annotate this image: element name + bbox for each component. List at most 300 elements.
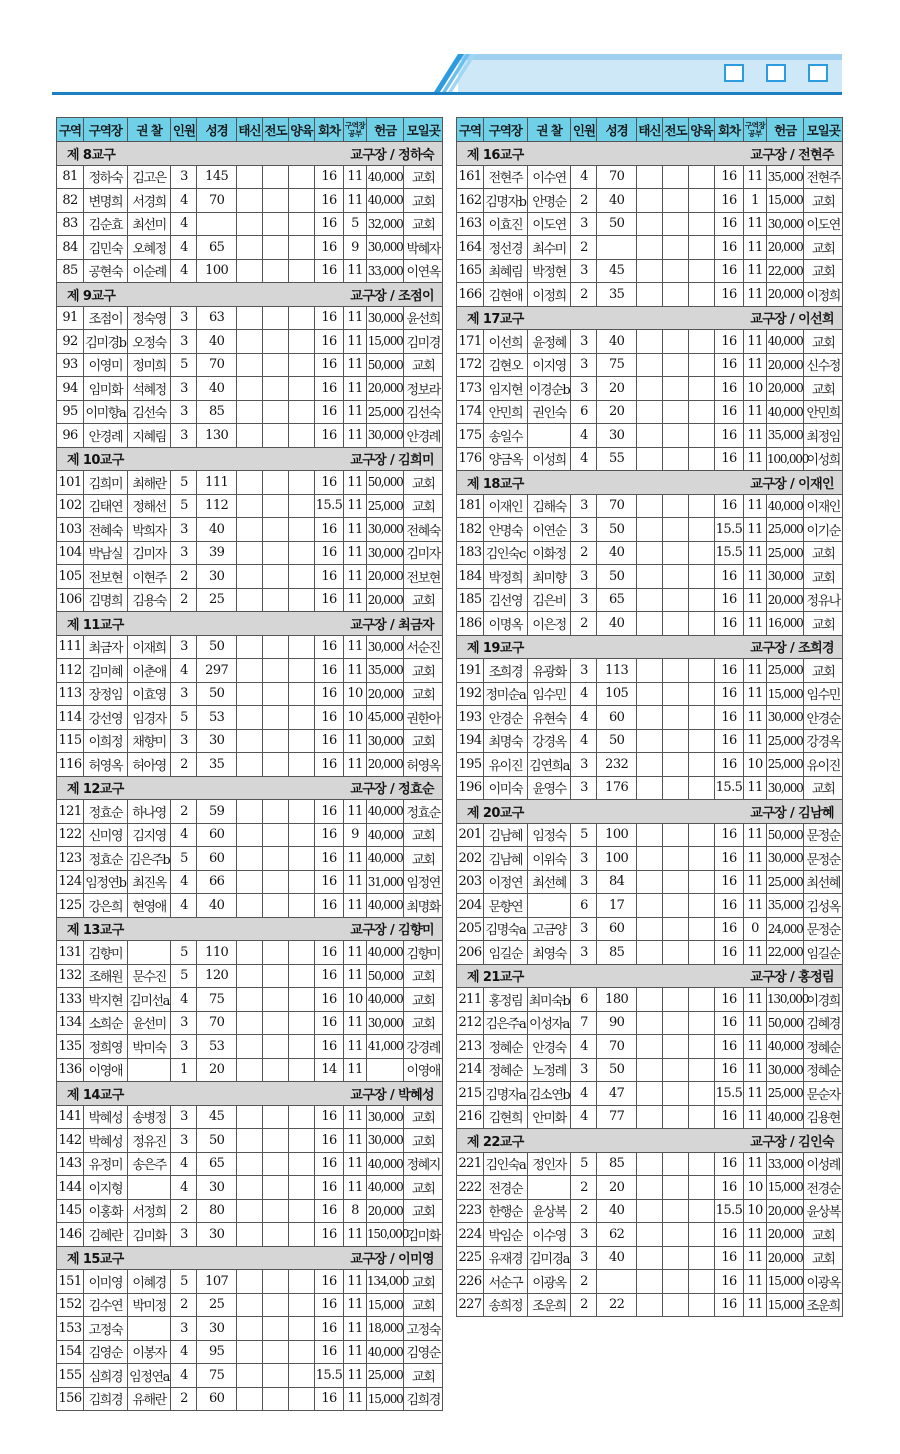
table-cell: 3 xyxy=(571,518,597,542)
table-cell: 교회 xyxy=(404,353,443,377)
table-cell: 11 xyxy=(744,330,767,354)
table-cell xyxy=(636,1246,662,1270)
table-cell xyxy=(636,189,662,213)
table-cell: 16 xyxy=(714,988,743,1012)
table-cell xyxy=(236,189,262,213)
table-row xyxy=(457,565,843,589)
table-cell: 16 xyxy=(714,494,743,518)
table-cell: 김은비 xyxy=(527,588,571,612)
table-row xyxy=(457,729,843,753)
table-cell: 교회 xyxy=(404,1176,443,1200)
table-cell: 김희경 xyxy=(404,1387,443,1411)
table-cell: 11 xyxy=(744,659,767,683)
table-cell xyxy=(662,1011,688,1035)
table-cell xyxy=(688,283,714,307)
table-cell: 문정순 xyxy=(804,823,843,847)
table-cell: 30,000 xyxy=(766,776,803,800)
table-cell: 16 xyxy=(314,1340,343,1364)
table-cell: 101 xyxy=(57,471,84,495)
table-cell: 50 xyxy=(197,682,237,706)
table-cell xyxy=(236,1129,262,1153)
table-cell xyxy=(288,1317,314,1341)
table-cell: 136 xyxy=(57,1058,84,1082)
table-cell: 8 xyxy=(344,1199,367,1223)
table-cell xyxy=(236,1270,262,1294)
column-header: 양육 xyxy=(688,118,714,142)
column-header: 모일곳 xyxy=(404,118,443,142)
table-cell: 144 xyxy=(57,1176,84,1200)
table-cell xyxy=(636,1011,662,1035)
table-cell: 11 xyxy=(744,1082,767,1106)
table-cell: 193 xyxy=(457,706,484,730)
table-cell: 16 xyxy=(714,565,743,589)
table-row xyxy=(457,377,843,401)
table-cell: 50,000 xyxy=(366,471,403,495)
table-row xyxy=(457,330,843,354)
district-header xyxy=(57,776,443,800)
table-cell xyxy=(636,1105,662,1129)
table-cell xyxy=(636,753,662,777)
table-cell xyxy=(262,565,288,589)
table-cell: 16 xyxy=(314,1105,343,1129)
table-cell: 윤상복 xyxy=(527,1199,571,1223)
district-header xyxy=(57,612,443,636)
table-cell: 14 xyxy=(314,1058,343,1082)
table-cell: 133 xyxy=(57,988,84,1012)
column-header: 양육 xyxy=(288,118,314,142)
table-cell xyxy=(636,494,662,518)
table-cell: 211 xyxy=(457,988,484,1012)
table-cell: 11 xyxy=(344,1270,367,1294)
table-cell: 김선숙 xyxy=(404,400,443,424)
table-cell xyxy=(688,917,714,941)
table-cell: 임경자 xyxy=(127,706,171,730)
table-cell: 3 xyxy=(171,330,197,354)
table-cell: 교회 xyxy=(404,165,443,189)
table-cell: 11 xyxy=(744,776,767,800)
table-cell: 문수진 xyxy=(127,964,171,988)
district-title: 제 20교구 xyxy=(467,805,524,821)
table-cell: 16 xyxy=(314,1011,343,1035)
table-cell: 40 xyxy=(597,330,637,354)
table-cell: 송희정 xyxy=(484,1293,528,1317)
table-cell: 15,000 xyxy=(766,189,803,213)
table-cell: 16 xyxy=(314,1129,343,1153)
table-cell: 이수영 xyxy=(527,1223,571,1247)
table-cell: 16 xyxy=(314,165,343,189)
table-cell: 35,000 xyxy=(366,659,403,683)
table-cell xyxy=(662,847,688,871)
table-cell: 100 xyxy=(597,823,637,847)
table-cell xyxy=(262,1199,288,1223)
table-cell: 40,000 xyxy=(366,847,403,871)
table-cell: 교회 xyxy=(404,471,443,495)
table-row xyxy=(57,259,443,283)
table-cell: 16 xyxy=(314,706,343,730)
table-cell xyxy=(236,377,262,401)
table-cell: 16 xyxy=(314,1223,343,1247)
table-cell: 180 xyxy=(597,988,637,1012)
table-cell: 3 xyxy=(571,259,597,283)
table-cell: 40,000 xyxy=(766,400,803,424)
table-cell: 50 xyxy=(597,1058,637,1082)
table-cell: 김남혜 xyxy=(484,823,528,847)
table-cell xyxy=(262,1270,288,1294)
table-cell: 63 xyxy=(197,306,237,330)
table-cell: 최정임 xyxy=(804,424,843,448)
table-cell: 103 xyxy=(57,518,84,542)
table-cell: 175 xyxy=(457,424,484,448)
table-cell: 20,000 xyxy=(366,588,403,612)
table-row xyxy=(57,1340,443,1364)
table-row xyxy=(57,165,443,189)
table-cell: 16 xyxy=(314,1152,343,1176)
table-cell: 11 xyxy=(344,424,367,448)
table-cell: 이효영 xyxy=(127,682,171,706)
table-cell xyxy=(262,1387,288,1411)
table-cell: 70 xyxy=(197,189,237,213)
table-cell: 4 xyxy=(171,212,197,236)
left-table-column xyxy=(56,117,443,1411)
table-cell xyxy=(288,1387,314,1411)
table-cell: 16 xyxy=(314,941,343,965)
table-cell xyxy=(288,682,314,706)
table-cell: 11 xyxy=(744,941,767,965)
table-row xyxy=(457,400,843,424)
table-cell: 11 xyxy=(344,964,367,988)
column-header: 전도 xyxy=(662,118,688,142)
table-cell: 11 xyxy=(344,1058,367,1082)
table-cell: 김선영 xyxy=(484,588,528,612)
table-cell xyxy=(262,377,288,401)
table-cell: 15,000 xyxy=(366,1387,403,1411)
table-cell: 141 xyxy=(57,1105,84,1129)
district-header xyxy=(57,447,443,471)
table-cell xyxy=(662,1199,688,1223)
table-cell: 11 xyxy=(344,800,367,824)
table-cell xyxy=(636,823,662,847)
table-cell: 강경례 xyxy=(404,1035,443,1059)
table-cell: 11 xyxy=(744,823,767,847)
table-cell: 85 xyxy=(57,259,84,283)
table-cell: 59 xyxy=(197,800,237,824)
table-cell: 206 xyxy=(457,941,484,965)
table-cell: 전혜숙 xyxy=(404,518,443,542)
table-cell: 11 xyxy=(344,541,367,565)
table-cell: 허영옥 xyxy=(404,753,443,777)
table-cell: 5 xyxy=(344,212,367,236)
table-cell: 94 xyxy=(57,377,84,401)
table-cell: 교회 xyxy=(804,236,843,260)
table-cell: 100,000 xyxy=(766,447,803,471)
table-cell: 3 xyxy=(171,682,197,706)
table-cell: 40,000 xyxy=(766,1105,803,1129)
table-cell xyxy=(288,588,314,612)
table-cell: 11 xyxy=(744,353,767,377)
table-cell: 16 xyxy=(714,212,743,236)
table-cell xyxy=(662,870,688,894)
table-cell: 82 xyxy=(57,189,84,213)
table-cell: 30,000 xyxy=(366,635,403,659)
table-row xyxy=(457,1246,843,1270)
table-cell xyxy=(127,1176,171,1200)
table-cell xyxy=(262,635,288,659)
table-cell: 11 xyxy=(744,236,767,260)
table-cell xyxy=(688,847,714,871)
table-cell: 16 xyxy=(314,306,343,330)
table-cell: 11 xyxy=(744,259,767,283)
table-cell: 임정연a xyxy=(127,1364,171,1388)
table-cell xyxy=(262,1105,288,1129)
table-cell: 4 xyxy=(571,1035,597,1059)
table-cell: 3 xyxy=(171,306,197,330)
table-cell: 40 xyxy=(597,1246,637,1270)
table-cell xyxy=(597,1270,637,1294)
table-cell xyxy=(288,635,314,659)
table-cell: 107 xyxy=(197,1270,237,1294)
table-cell: 25,000 xyxy=(766,659,803,683)
table-cell: 5 xyxy=(171,706,197,730)
table-cell: 김혜란 xyxy=(84,1223,128,1247)
table-cell: 11 xyxy=(744,447,767,471)
table-cell xyxy=(236,1199,262,1223)
table-cell xyxy=(262,1035,288,1059)
table-cell: 105 xyxy=(57,565,84,589)
column-header: 헌금 xyxy=(766,118,803,142)
table-cell: 151 xyxy=(57,1270,84,1294)
table-cell: 최선미 xyxy=(127,212,171,236)
table-cell: 185 xyxy=(457,588,484,612)
table-cell xyxy=(288,518,314,542)
table-cell: 3 xyxy=(571,870,597,894)
table-cell: 15,000 xyxy=(766,682,803,706)
table-row xyxy=(457,1058,843,1082)
table-cell: 임정연b xyxy=(84,870,128,894)
table-cell: 20,000 xyxy=(366,565,403,589)
table-cell xyxy=(688,1293,714,1317)
table-cell xyxy=(662,706,688,730)
table-cell xyxy=(288,894,314,918)
column-header: 회차 xyxy=(314,118,343,142)
table-row xyxy=(457,353,843,377)
table-cell xyxy=(688,541,714,565)
table-cell: 25,000 xyxy=(366,1364,403,1388)
table-cell: 교회 xyxy=(404,588,443,612)
table-cell: 조해원 xyxy=(84,964,128,988)
table-cell xyxy=(688,1176,714,1200)
table-cell xyxy=(688,424,714,448)
table-cell: 124 xyxy=(57,870,84,894)
table-cell xyxy=(262,964,288,988)
table-cell: 16 xyxy=(714,236,743,260)
table-cell: 최선혜 xyxy=(527,870,571,894)
table-cell: 16 xyxy=(714,1246,743,1270)
table-cell xyxy=(662,659,688,683)
table-cell: 윤영수 xyxy=(527,776,571,800)
table-cell: 정숙영 xyxy=(127,306,171,330)
table-cell: 40,000 xyxy=(366,1176,403,1200)
table-cell: 40 xyxy=(197,894,237,918)
district-leader: 교구장 / 이미영 xyxy=(350,1252,434,1268)
table-cell: 30,000 xyxy=(766,212,803,236)
stripe-decoration-icon xyxy=(420,54,480,94)
district-header xyxy=(457,800,843,824)
table-cell: 40,000 xyxy=(366,894,403,918)
table-cell: 15.5 xyxy=(714,1199,743,1223)
header-rule xyxy=(52,92,842,95)
table-cell: 40,000 xyxy=(766,1035,803,1059)
table-cell xyxy=(636,682,662,706)
table-cell: 교회 xyxy=(804,612,843,636)
table-cell: 1 xyxy=(171,1058,197,1082)
table-cell: 95 xyxy=(57,400,84,424)
table-cell: 40 xyxy=(197,330,237,354)
table-cell xyxy=(288,941,314,965)
district-header-row xyxy=(457,1129,843,1153)
table-cell: 김현오 xyxy=(484,353,528,377)
table-row xyxy=(457,588,843,612)
table-cell: 전현주 xyxy=(484,165,528,189)
table-cell: 이춘애 xyxy=(127,659,171,683)
table-cell xyxy=(288,1105,314,1129)
table-cell: 45 xyxy=(597,259,637,283)
table-cell xyxy=(262,212,288,236)
table-cell: 16 xyxy=(314,212,343,236)
table-cell xyxy=(636,894,662,918)
table-cell: 9 xyxy=(344,236,367,260)
table-cell: 서정희 xyxy=(127,1199,171,1223)
table-cell xyxy=(636,353,662,377)
district-header-row xyxy=(57,917,443,941)
table-cell xyxy=(662,330,688,354)
table-cell: 최미숙b xyxy=(527,988,571,1012)
table-cell: 227 xyxy=(457,1293,484,1317)
table-cell: 40,000 xyxy=(366,988,403,1012)
table-cell: 30 xyxy=(197,1176,237,1200)
table-cell: 102 xyxy=(57,494,84,518)
table-cell: 김용현 xyxy=(804,1105,843,1129)
table-cell: 박미숙 xyxy=(127,1035,171,1059)
table-cell: 신미영 xyxy=(84,823,128,847)
table-cell: 이봉자 xyxy=(127,1340,171,1364)
table-row xyxy=(57,941,443,965)
table-cell: 30,000 xyxy=(366,1105,403,1129)
table-cell: 정하숙 xyxy=(84,165,128,189)
table-row xyxy=(457,1270,843,1294)
district-header xyxy=(57,283,443,307)
table-cell: 20,000 xyxy=(766,1246,803,1270)
table-cell: 3 xyxy=(571,1246,597,1270)
table-cell: 114 xyxy=(57,706,84,730)
table-cell: 교회 xyxy=(804,565,843,589)
table-cell xyxy=(688,1223,714,1247)
table-cell: 224 xyxy=(457,1223,484,1247)
table-cell: 60 xyxy=(597,917,637,941)
table-cell: 16 xyxy=(314,894,343,918)
table-cell xyxy=(236,753,262,777)
table-cell: 김태연 xyxy=(84,494,128,518)
table-cell xyxy=(636,1223,662,1247)
table-cell xyxy=(662,424,688,448)
table-cell: 50,000 xyxy=(766,823,803,847)
table-cell: 11 xyxy=(744,682,767,706)
table-cell: 4 xyxy=(171,236,197,260)
table-cell: 박미정 xyxy=(127,1293,171,1317)
table-cell: 40 xyxy=(197,518,237,542)
table-cell: 202 xyxy=(457,847,484,871)
table-cell: 김현희 xyxy=(484,1105,528,1129)
table-cell: 201 xyxy=(457,823,484,847)
table-cell xyxy=(236,729,262,753)
table-cell: 33,000 xyxy=(366,259,403,283)
table-cell: 66 xyxy=(197,870,237,894)
table-cell xyxy=(236,1105,262,1129)
table-row xyxy=(457,988,843,1012)
table-cell: 김용숙 xyxy=(127,588,171,612)
table-row xyxy=(57,894,443,918)
table-cell: 184 xyxy=(457,565,484,589)
table-row xyxy=(457,682,843,706)
table-cell: 80 xyxy=(197,1199,237,1223)
table-cell: 176 xyxy=(457,447,484,471)
table-cell: 전혜숙 xyxy=(84,518,128,542)
district-header xyxy=(57,917,443,941)
table-cell: 16 xyxy=(314,189,343,213)
table-cell: 16,000 xyxy=(766,612,803,636)
district-leader: 교구장 / 이선희 xyxy=(750,312,834,328)
table-cell: 김미경 xyxy=(404,330,443,354)
table-cell: 11 xyxy=(344,1387,367,1411)
table-cell: 교회 xyxy=(404,729,443,753)
table-cell: 106 xyxy=(57,588,84,612)
table-cell: 16 xyxy=(714,1105,743,1129)
table-cell: 40,000 xyxy=(366,1152,403,1176)
table-cell: 25,000 xyxy=(766,541,803,565)
table-cell: 50,000 xyxy=(366,964,403,988)
table-cell: 10 xyxy=(744,1176,767,1200)
table-cell: 3 xyxy=(571,917,597,941)
table-cell: 65 xyxy=(197,236,237,260)
table-cell: 김미화 xyxy=(404,1223,443,1247)
table-cell: 10 xyxy=(344,988,367,1012)
table-cell xyxy=(236,847,262,871)
table-cell: 223 xyxy=(457,1199,484,1223)
table-cell: 안경순 xyxy=(804,706,843,730)
table-cell: 정효순 xyxy=(84,847,128,871)
table-cell xyxy=(662,682,688,706)
table-cell: 3 xyxy=(171,1129,197,1153)
table-cell: 11 xyxy=(744,1270,767,1294)
table-cell xyxy=(262,729,288,753)
table-cell: 정미순a xyxy=(484,682,528,706)
table-cell: 이정희 xyxy=(804,283,843,307)
table-cell: 안미화 xyxy=(527,1105,571,1129)
table-header-row xyxy=(457,118,843,142)
table-cell xyxy=(662,894,688,918)
table-cell: 11 xyxy=(744,212,767,236)
table-cell xyxy=(527,424,571,448)
table-cell: 112 xyxy=(57,659,84,683)
table-cell: 정효순 xyxy=(84,800,128,824)
table-row xyxy=(57,1058,443,1082)
table-cell: 166 xyxy=(457,283,484,307)
district-header-row xyxy=(57,283,443,307)
table-cell: 70 xyxy=(197,1011,237,1035)
table-cell xyxy=(688,988,714,1012)
table-row xyxy=(57,353,443,377)
table-cell xyxy=(636,518,662,542)
table-cell: 125 xyxy=(57,894,84,918)
